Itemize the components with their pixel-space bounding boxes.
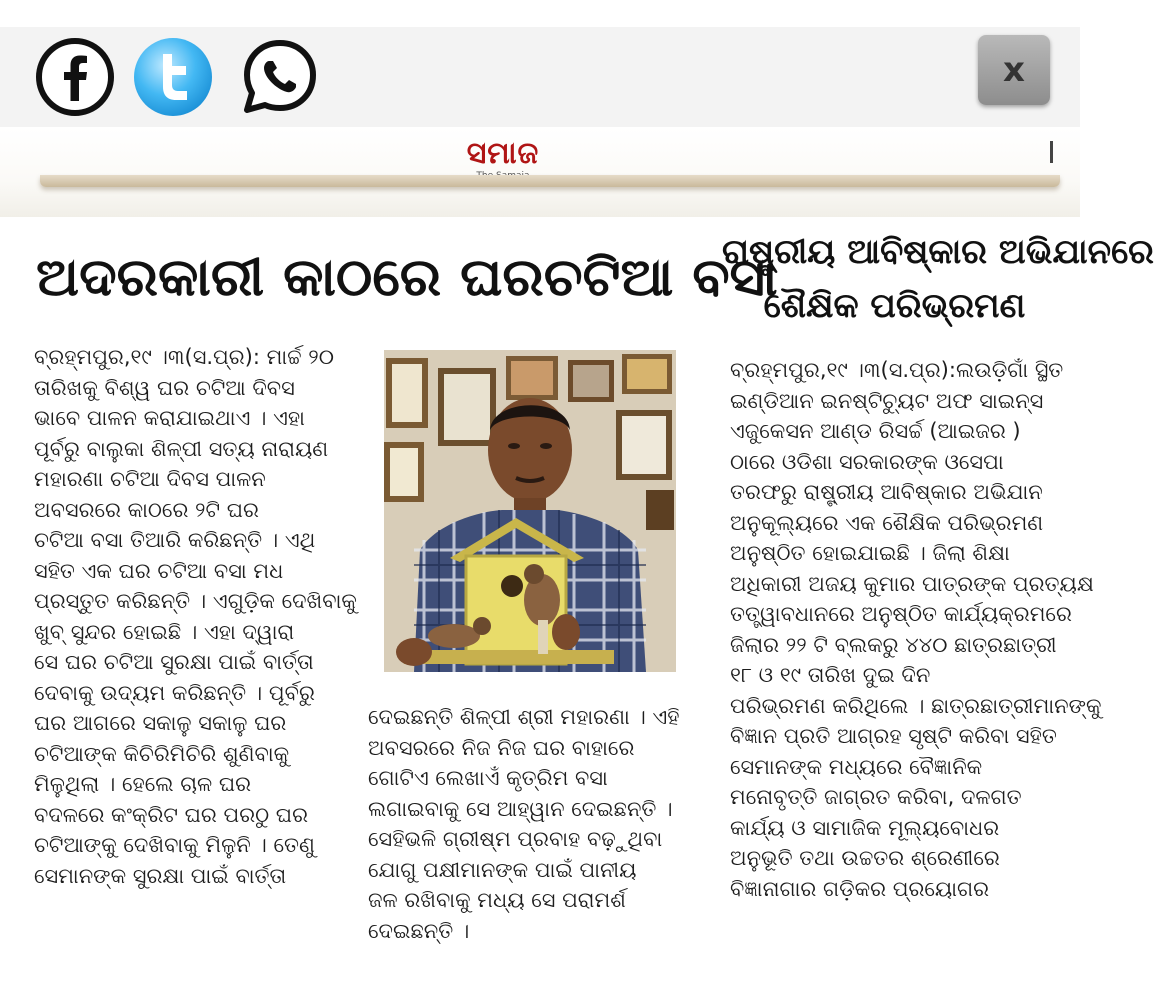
side-article-column (730, 355, 1102, 904)
text-line: ପରିଭ୍ରମଣ କରିଥିଲେ । ଛାତ୍ରଛାତ୍ରୀମାନଙ୍କୁ (730, 693, 1102, 718)
main-headline: ଅଦରକାରୀ କାଠରେ ଘରଚଟିଆ ବସା (36, 248, 778, 308)
birdhouse-photo-illustration (384, 350, 676, 672)
share-bar (0, 0, 1080, 127)
whatsapp-icon (240, 37, 320, 117)
text-line: ଚଟିଆଙ୍କ କିଚିରିମିଚିରି ଶୁଣିବାକୁ (34, 741, 290, 766)
text-line: ମିଳୁଥିଲା । ହେଲେ ଚାଳ ଘର (34, 772, 252, 796)
text-line: ଏଜୁକେସନ ଆଣ୍ଡ ରିସର୍ଚ୍ଚ (ଆଇଜର ) (730, 419, 1021, 443)
side-headline-line: ରାଷ୍ଟ୍ରୀୟ ଆବିଷ୍କାର ଅଭିଯାନରେ (722, 232, 1154, 272)
twitter-icon (133, 37, 213, 117)
text-line: ସେହିଭଳି ଗ୍ରୀଷ୍ମ ପ୍ରବାହ ବଢ଼ୁଥିବା (368, 827, 663, 851)
text-line: ଅନୁଭୂତି ତଥା ଉଚ୍ଚତର ଶ୍ରେଣୀରେ (730, 846, 1000, 870)
text-line: ଚଟିଆ ବସା ତିଆରି କରିଛନ୍ତି । ଏଥି (34, 528, 316, 552)
text-line: ପୂର୍ବରୁ ବାଲୁକା ଶିଳ୍ପୀ ସତ୍ୟ ନାରାୟଣ (34, 436, 329, 461)
text-line: କାର୍ଯ୍ୟ ଓ ସାମାଜିକ ମୂଲ୍ୟବୋଧର (730, 815, 1000, 840)
text-line: ଦେବାକୁ ଉଦ୍ୟମ କରିଛନ୍ତି । ପୂର୍ବରୁ (34, 680, 315, 705)
newspaper-masthead (0, 127, 1080, 217)
text-line: ଲଗାଇବାକୁ ସେ ଆହ୍ୱାନ ଦେଇଛନ୍ତି । (368, 796, 673, 821)
text-line: ଜିଲାର ୨୨ ଟି ବ୍ଲକରୁ ୪୪୦ ଛାତ୍ରଛାତ୍ରୀ (730, 632, 1057, 657)
side-headline-line: ଶୈକ୍ଷିକ ପରିଭ୍ରମଣ (763, 286, 1026, 326)
text-line: ଅନୁଷ୍ଠିତ ହୋଇଯାଇଛି । ଜିଲା ଶିକ୍ଷା (730, 541, 1010, 565)
main-article-column-1 (34, 342, 357, 891)
text-line: ଇଣ୍ଡିଆନ ଇନଷ୍ଟିଚ୍ୟୁଟ ଅଫ ସାଇନ୍ସ (730, 388, 1044, 413)
text-line: ଅବସରରେ କାଠରେ ୨ଟି ଘର (34, 497, 259, 522)
text-line: ଯୋଗୁ ପକ୍ଷୀମାନଙ୍କ ପାଇଁ ପାନୀୟ (368, 857, 637, 882)
main-article-column-2 (368, 702, 693, 946)
masthead-rule (40, 175, 1060, 187)
text-line: ଖୁବ୍ ସୁନ୍ଦର ହୋଇଛି । ଏହା ଦ୍ୱାରା (34, 619, 295, 644)
facebook-share-button[interactable] (35, 37, 115, 117)
text-line: ପ୍ରସ୍ତୁତ କରିଛନ୍ତି । ଏଗୁଡ଼ିକ ଦେଖିବାକୁ (34, 589, 357, 613)
text-line: ଭାବେ ପାଳନ କରାଯାଇଥାଏ । ଏହା (34, 406, 305, 430)
text-line: ଚଟିଆଙ୍କୁ ଦେଖିବାକୁ ମିଳୁନି । ତେଣୁ (34, 833, 315, 857)
text-line: ମହାରଣା ଚଟିଆ ଦିବସ ପାଳନ (34, 467, 266, 491)
text-line: ମନୋବୃତ୍ତି ଜାଗ୍ରତ କରିବା, ଦଳଗତ (730, 785, 1022, 809)
text-line: ଦେଇଛନ୍ତି । (368, 918, 470, 943)
close-button[interactable]: x (978, 35, 1050, 105)
facebook-icon (35, 37, 115, 117)
text-line: ବ୍ରହ୍ମପୁର,୧୯ ।୩(ସ.ପ୍ର): ମାର୍ଚ୍ଚ ୨୦ (34, 345, 334, 369)
text-line: ବିଜ୍ଞାନ ପ୍ରତି ଆଗ୍ରହ ସୃଷ୍ଟି କରିବା ସହିତ (730, 724, 1057, 748)
text-line: ଠାରେ ଓଡିଶା ସରକାରଙ୍କ ଓସେପା (730, 449, 1004, 474)
text-line: ସହିତ ଏକ ଘର ଚଟିଆ ବସା ମଧ (34, 558, 284, 583)
whatsapp-share-button[interactable] (240, 37, 320, 117)
text-line: ଅଧିକାରୀ ଅଜୟ କୁମାର ପାତ୍ରଙ୍କ ପ୍ରତ୍ୟକ୍ଷ (730, 571, 1094, 596)
text-line: ଦେଇଛନ୍ତି ଶିଳ୍ପୀ ଶ୍ରୀ ମହାରଣା । ଏହି (368, 705, 680, 729)
twitter-share-button[interactable] (133, 37, 213, 117)
text-line: ଘର ଆଗରେ ସକାଳୁ ସକାଳୁ ଘର (34, 711, 287, 735)
text-line: ୧୮ ଓ ୧୯ ତାରିଖ ଦୁଇ ଦିନ (730, 663, 931, 687)
article-photo (384, 350, 676, 672)
text-line: ବ୍ରହ୍ମପୁର,୧୯ ।୩(ସ.ପ୍ର):ଲଉଡ଼ିଗାଁ ସ୍ଥିତ (730, 358, 1064, 382)
text-line: ଗୋଟିଏ ଲେଖାଏଁ କୃତ୍ରିମ ବସା (368, 766, 608, 790)
text-line: ସେ ଘର ଚଟିଆ ସୁରକ୍ଷା ପାଇଁ ବାର୍ତ୍ତା (34, 650, 314, 674)
text-line: ଅନୁକୂଲ୍ୟରେ ଏକ ଶୈକ୍ଷିକ ପରିଭ୍ରମଣ (730, 510, 1044, 535)
side-headline (722, 225, 1154, 333)
masthead-divider (1050, 141, 1053, 163)
text-line: ସେମାନଙ୍କ ମଧ୍ୟରେ ବୈଜ୍ଞାନିକ (730, 754, 983, 779)
text-line: ତରଫରୁ ରାଷ୍ଟ୍ରୀୟ ଆବିଷ୍କାର ଅଭିଯାନ (730, 480, 1043, 504)
text-line: ସେମାନଙ୍କ ସୁରକ୍ଷା ପାଇଁ ବାର୍ତ୍ତା (34, 863, 287, 888)
text-line: ବଦଳରେ କଂକ୍ରିଟ ଘର ପରଠୁ ଘର (34, 802, 308, 827)
text-line: ଅବସରରେ ନିଜ ନିଜ ଘର ବାହାରେ (368, 735, 635, 760)
text-line: ତତ୍ତ୍ୱାବଧାନରେ ଅନୁଷ୍ଠିତ କାର୍ଯ୍ୟକ୍ରମରେ (730, 602, 1072, 626)
newspaper-name: ସମାଜ (466, 136, 540, 171)
text-line: ତାରିଖକୁ ବିଶ୍ୱ ଘର ଚଟିଆ ଦିବସ (34, 375, 295, 400)
text-line: ଜଳ ରଖିବାକୁ ମଧ୍ୟ ସେ ପରାମର୍ଶ (368, 888, 626, 912)
text-line: ବିଜ୍ଞାନାଗାର ଗଡ଼ିକର ପ୍ରୟୋଗର (730, 876, 990, 901)
